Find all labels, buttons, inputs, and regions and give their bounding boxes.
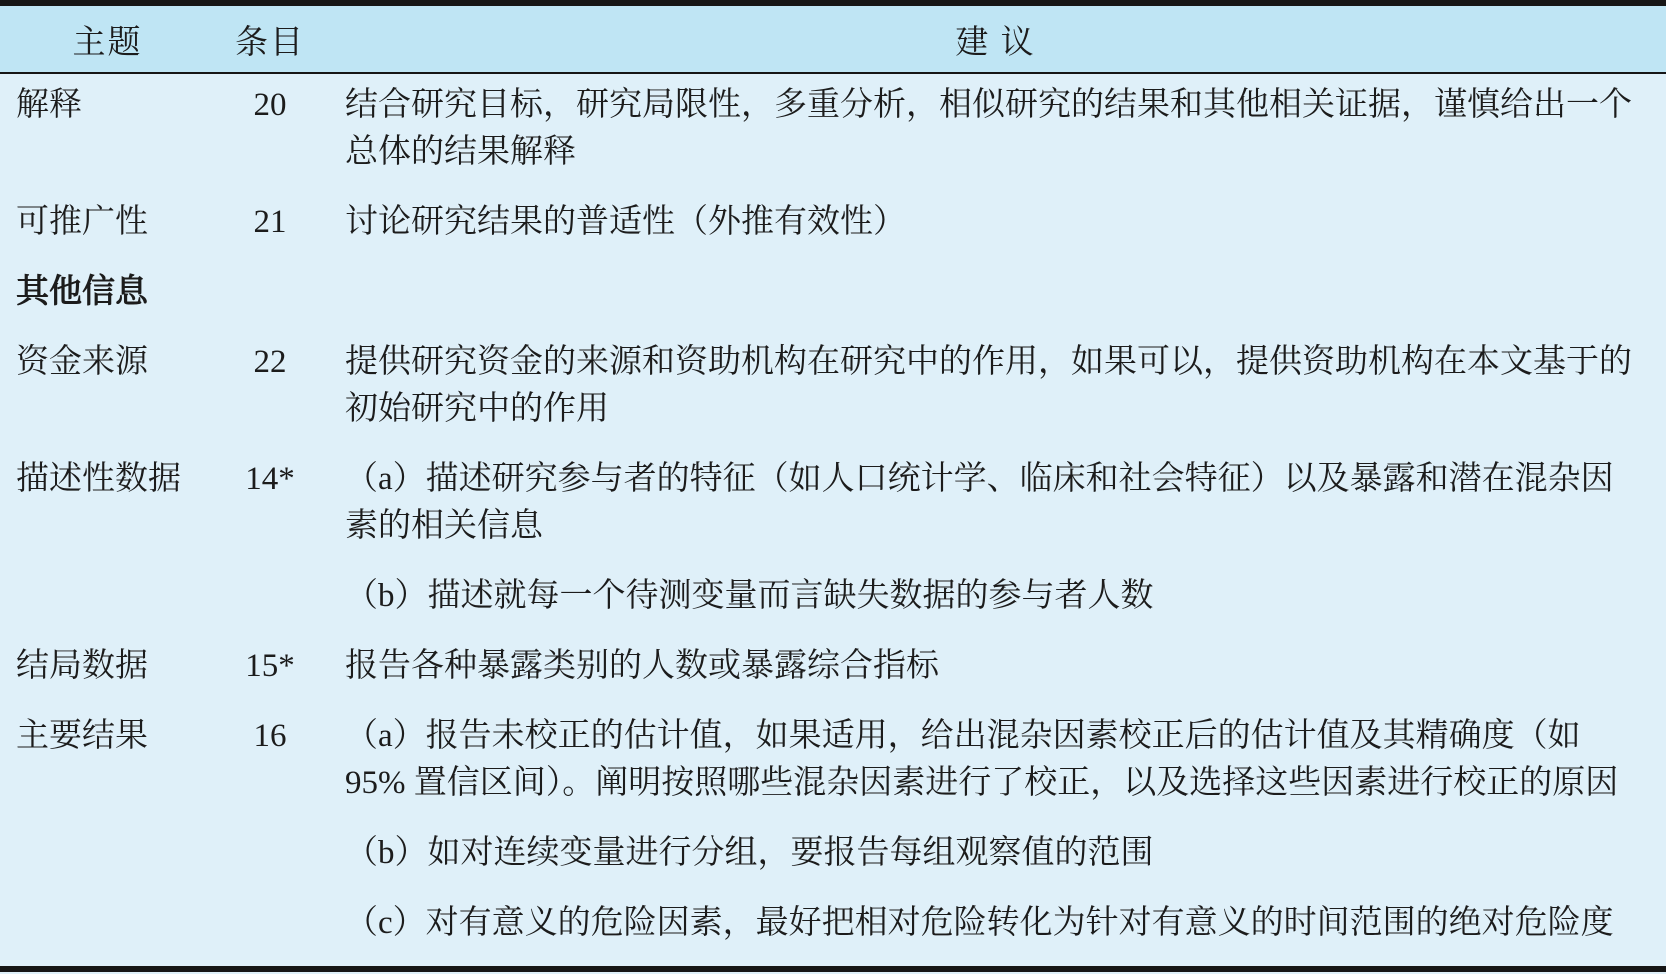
recommendation-cell bbox=[325, 643, 1666, 713]
table-row bbox=[0, 456, 1666, 643]
recommendation-paragraph: （a）报告未校正的估计值，如果适用，给出混杂因素校正后的估计值及其精确度（如95% 置信区间）。阐明按照哪些混杂因素进行了校正，以及选择这些因素进行校正的原因 bbox=[345, 718, 1619, 801]
recommendation-paragraph: 结合研究目标，研究局限性，多重分析，相似研究的结果和其他相关证据，谨慎给出一个总体的结果解释 bbox=[345, 87, 1632, 170]
topic-cell: 结局数据 bbox=[16, 648, 148, 684]
recommendation-cell bbox=[325, 713, 1666, 957]
item-number-cell: 16 bbox=[253, 718, 287, 754]
recommendation-paragraph: （c）对有意义的危险因素，最好把相对危险转化为针对有意义的时间范围的绝对危险度 bbox=[345, 905, 1614, 941]
item-number-cell: 15* bbox=[245, 648, 295, 684]
topic-cell: 可推广性 bbox=[16, 204, 148, 240]
header-recommendation: 建 议 bbox=[955, 24, 1036, 61]
item-number-cell: 21 bbox=[253, 204, 287, 240]
item-number-cell: 22 bbox=[253, 344, 287, 380]
recommendation-paragraph: （b）如对连续变量进行分组，要报告每组观察值的范围 bbox=[345, 835, 1154, 871]
recommendation-cell bbox=[325, 456, 1666, 643]
table-row bbox=[0, 82, 1666, 199]
bottom-strip bbox=[0, 963, 1666, 966]
item-number-cell: 20 bbox=[253, 87, 287, 123]
table-row bbox=[0, 643, 1666, 713]
recommendation-paragraph: （a）描述研究参与者的特征（如人口统计学、临床和社会特征）以及暴露和潜在混杂因素的相关信息 bbox=[345, 461, 1614, 544]
topic-cell: 描述性数据 bbox=[16, 461, 181, 497]
recommendation-cell bbox=[325, 269, 1666, 339]
topic-cell: 主要结果 bbox=[16, 718, 148, 754]
recommendation-paragraph: 讨论研究结果的普适性（外推有效性） bbox=[345, 204, 906, 240]
section-header-row bbox=[0, 269, 1666, 339]
table-row bbox=[0, 713, 1666, 957]
table-header-row bbox=[0, 6, 1666, 74]
header-topic: 主题 bbox=[72, 24, 143, 61]
recommendation-paragraph: 报告各种暴露类别的人数或暴露综合指标 bbox=[345, 648, 939, 684]
recommendation-paragraph: （b）描述就每一个待测变量而言缺失数据的参与者人数 bbox=[345, 578, 1154, 614]
item-number-cell bbox=[215, 269, 325, 339]
table-body bbox=[0, 74, 1666, 963]
table-row bbox=[0, 199, 1666, 269]
recommendation-cell bbox=[325, 339, 1666, 456]
recommendation-paragraph: 提供研究资金的来源和资助机构在研究中的作用，如果可以，提供资助机构在本文基于的初始研究中的作用 bbox=[345, 344, 1632, 427]
recommendation-cell bbox=[325, 199, 1666, 269]
header-item: 条目 bbox=[235, 24, 305, 61]
topic-cell: 解释 bbox=[16, 87, 82, 123]
topic-cell: 资金来源 bbox=[16, 344, 148, 380]
topic-cell: 其他信息 bbox=[16, 274, 148, 310]
table-row bbox=[0, 339, 1666, 456]
recommendation-cell bbox=[325, 82, 1666, 199]
item-number-cell: 14* bbox=[245, 461, 295, 497]
